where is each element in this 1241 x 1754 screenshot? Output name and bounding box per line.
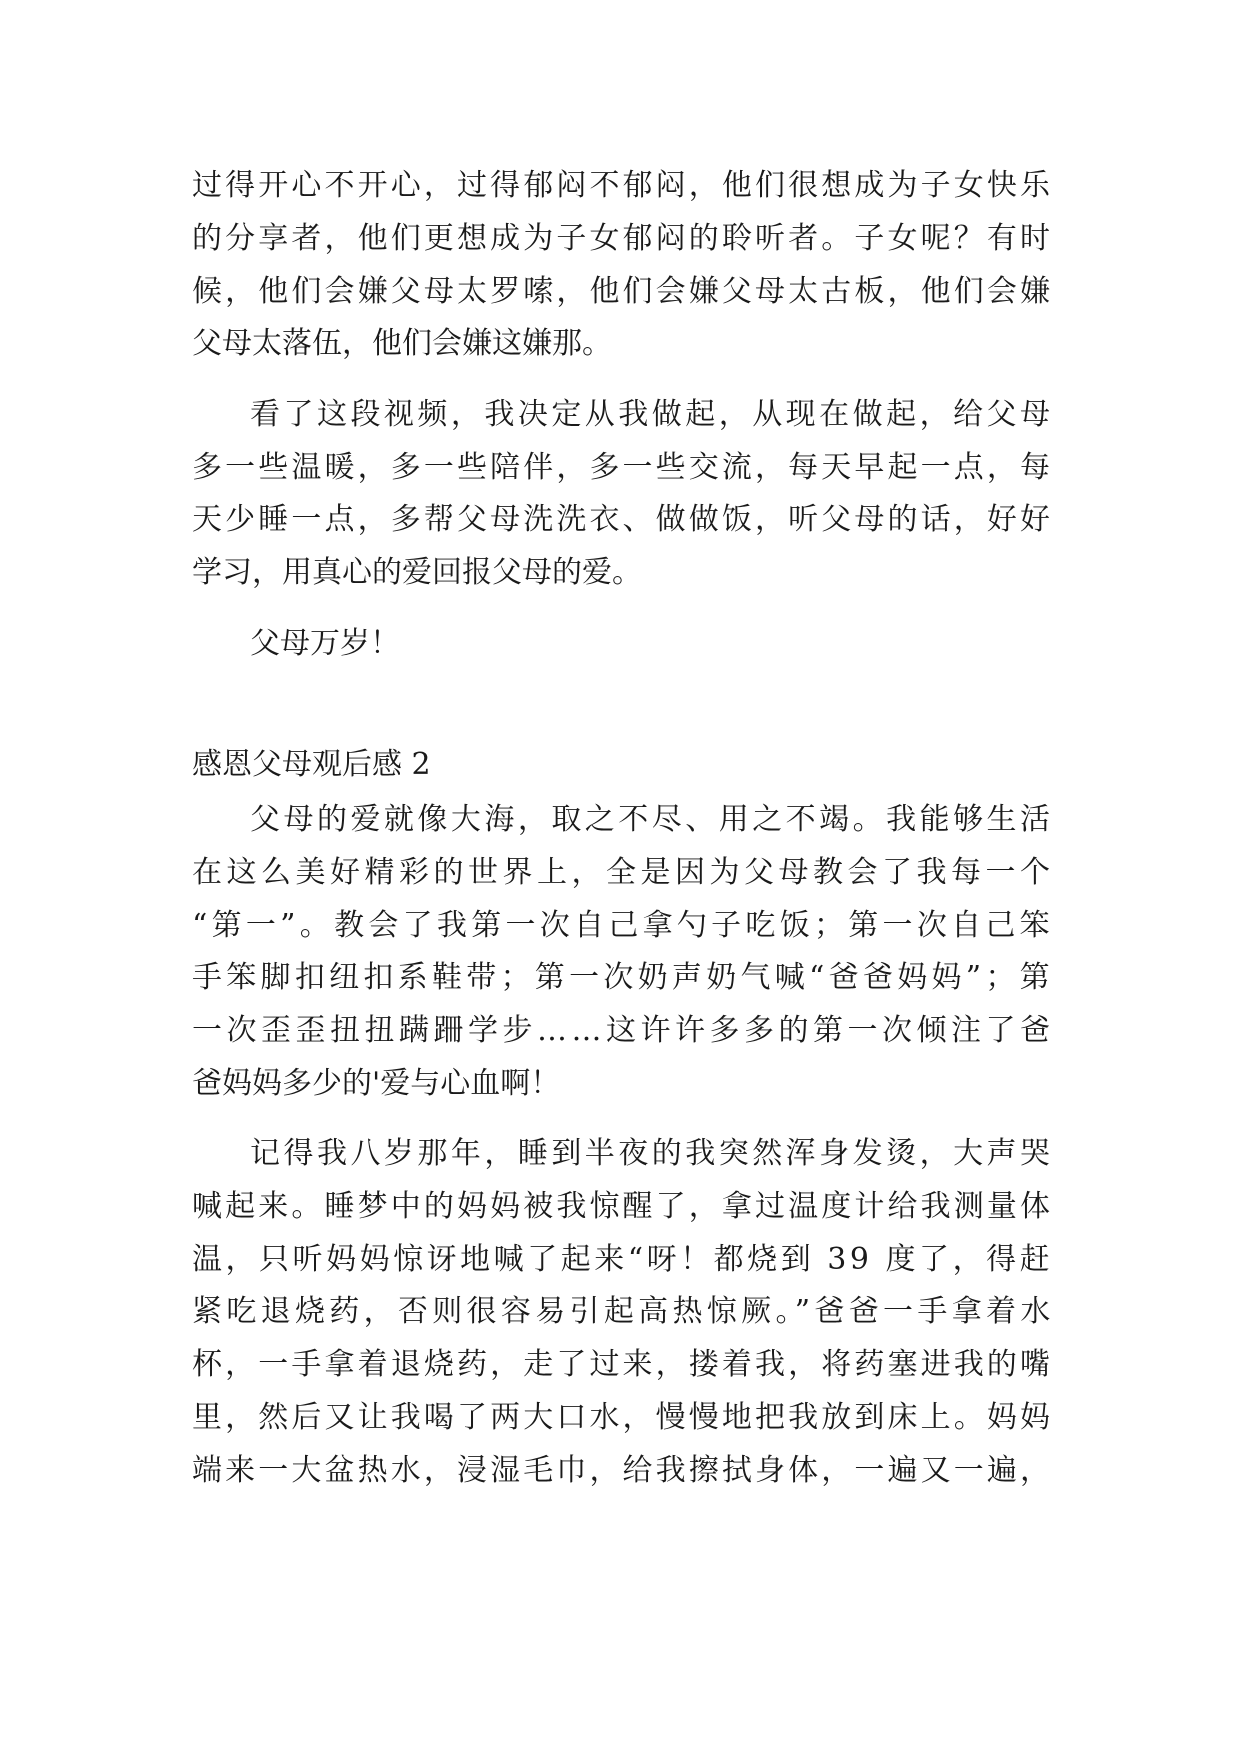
text-line: 紧吃退烧药，否则很容易引起高热惊厥。”爸爸一手拿着水 <box>192 1294 1055 1329</box>
text-line: 学习，用真心的爱回报父母的爱。 <box>192 555 642 590</box>
text-line: 记得我八岁那年，睡到半夜的我突然浑身发烫，大声哭 <box>250 1136 1054 1171</box>
text-line: “第一”。教会了我第一次自己拿勺子吃饭；第一次自己笨 <box>192 908 1054 943</box>
text-line: 的分享者，他们更想成为子女郁闷的聆听者。子女呢？有时 <box>192 221 1054 256</box>
text-line: 过得开心不开心，过得郁闷不郁闷，他们很想成为子女快乐 <box>192 168 1054 203</box>
text-line: 父母万岁！ <box>250 626 400 661</box>
text-line: 多一些温暖，多一些陪伴，多一些交流，每天早起一点，每 <box>192 450 1054 485</box>
section-title: 感恩父母观后感 2 <box>192 747 431 782</box>
text-line: 杯，一手拿着退烧药，走了过来，搂着我，将药塞进我的嘴 <box>192 1347 1054 1382</box>
text-line: 喊起来。睡梦中的妈妈被我惊醒了，拿过温度计给我测量体 <box>192 1189 1054 1224</box>
text-line: 看了这段视频，我决定从我做起，从现在做起，给父母 <box>250 397 1054 432</box>
text-line: 天少睡一点，多帮父母洗洗衣、做做饭，听父母的话，好好 <box>192 502 1054 537</box>
text-line: 端来一大盆热水，浸湿毛巾，给我擦拭身体，一遍又一遍， <box>192 1453 1054 1488</box>
text-line: 父母的爱就像大海，取之不尽、用之不竭。我能够生活 <box>250 802 1054 837</box>
text-line: 一次歪歪扭扭蹒跚学步……这许许多多的第一次倾注了爸 <box>192 1013 1055 1048</box>
text-line: 里，然后又让我喝了两大口水，慢慢地把我放到床上。妈妈 <box>192 1400 1054 1435</box>
text-line: 爸妈妈多少的'爱与心血啊！ <box>192 1066 561 1101</box>
text-line: 手笨脚扣纽扣系鞋带；第一次奶声奶气喊“爸爸妈妈”；第 <box>192 960 1054 995</box>
text-line: 温，只听妈妈惊讶地喊了起来“呀！都烧到 39 度了，得赶 <box>192 1242 1054 1277</box>
text-line: 父母太落伍，他们会嫌这嫌那。 <box>192 326 612 361</box>
text-line: 在这么美好精彩的世界上，全是因为父母教会了我每一个 <box>192 855 1055 890</box>
text-line: 候，他们会嫌父母太罗嗦，他们会嫌父母太古板，他们会嫌 <box>192 274 1054 309</box>
